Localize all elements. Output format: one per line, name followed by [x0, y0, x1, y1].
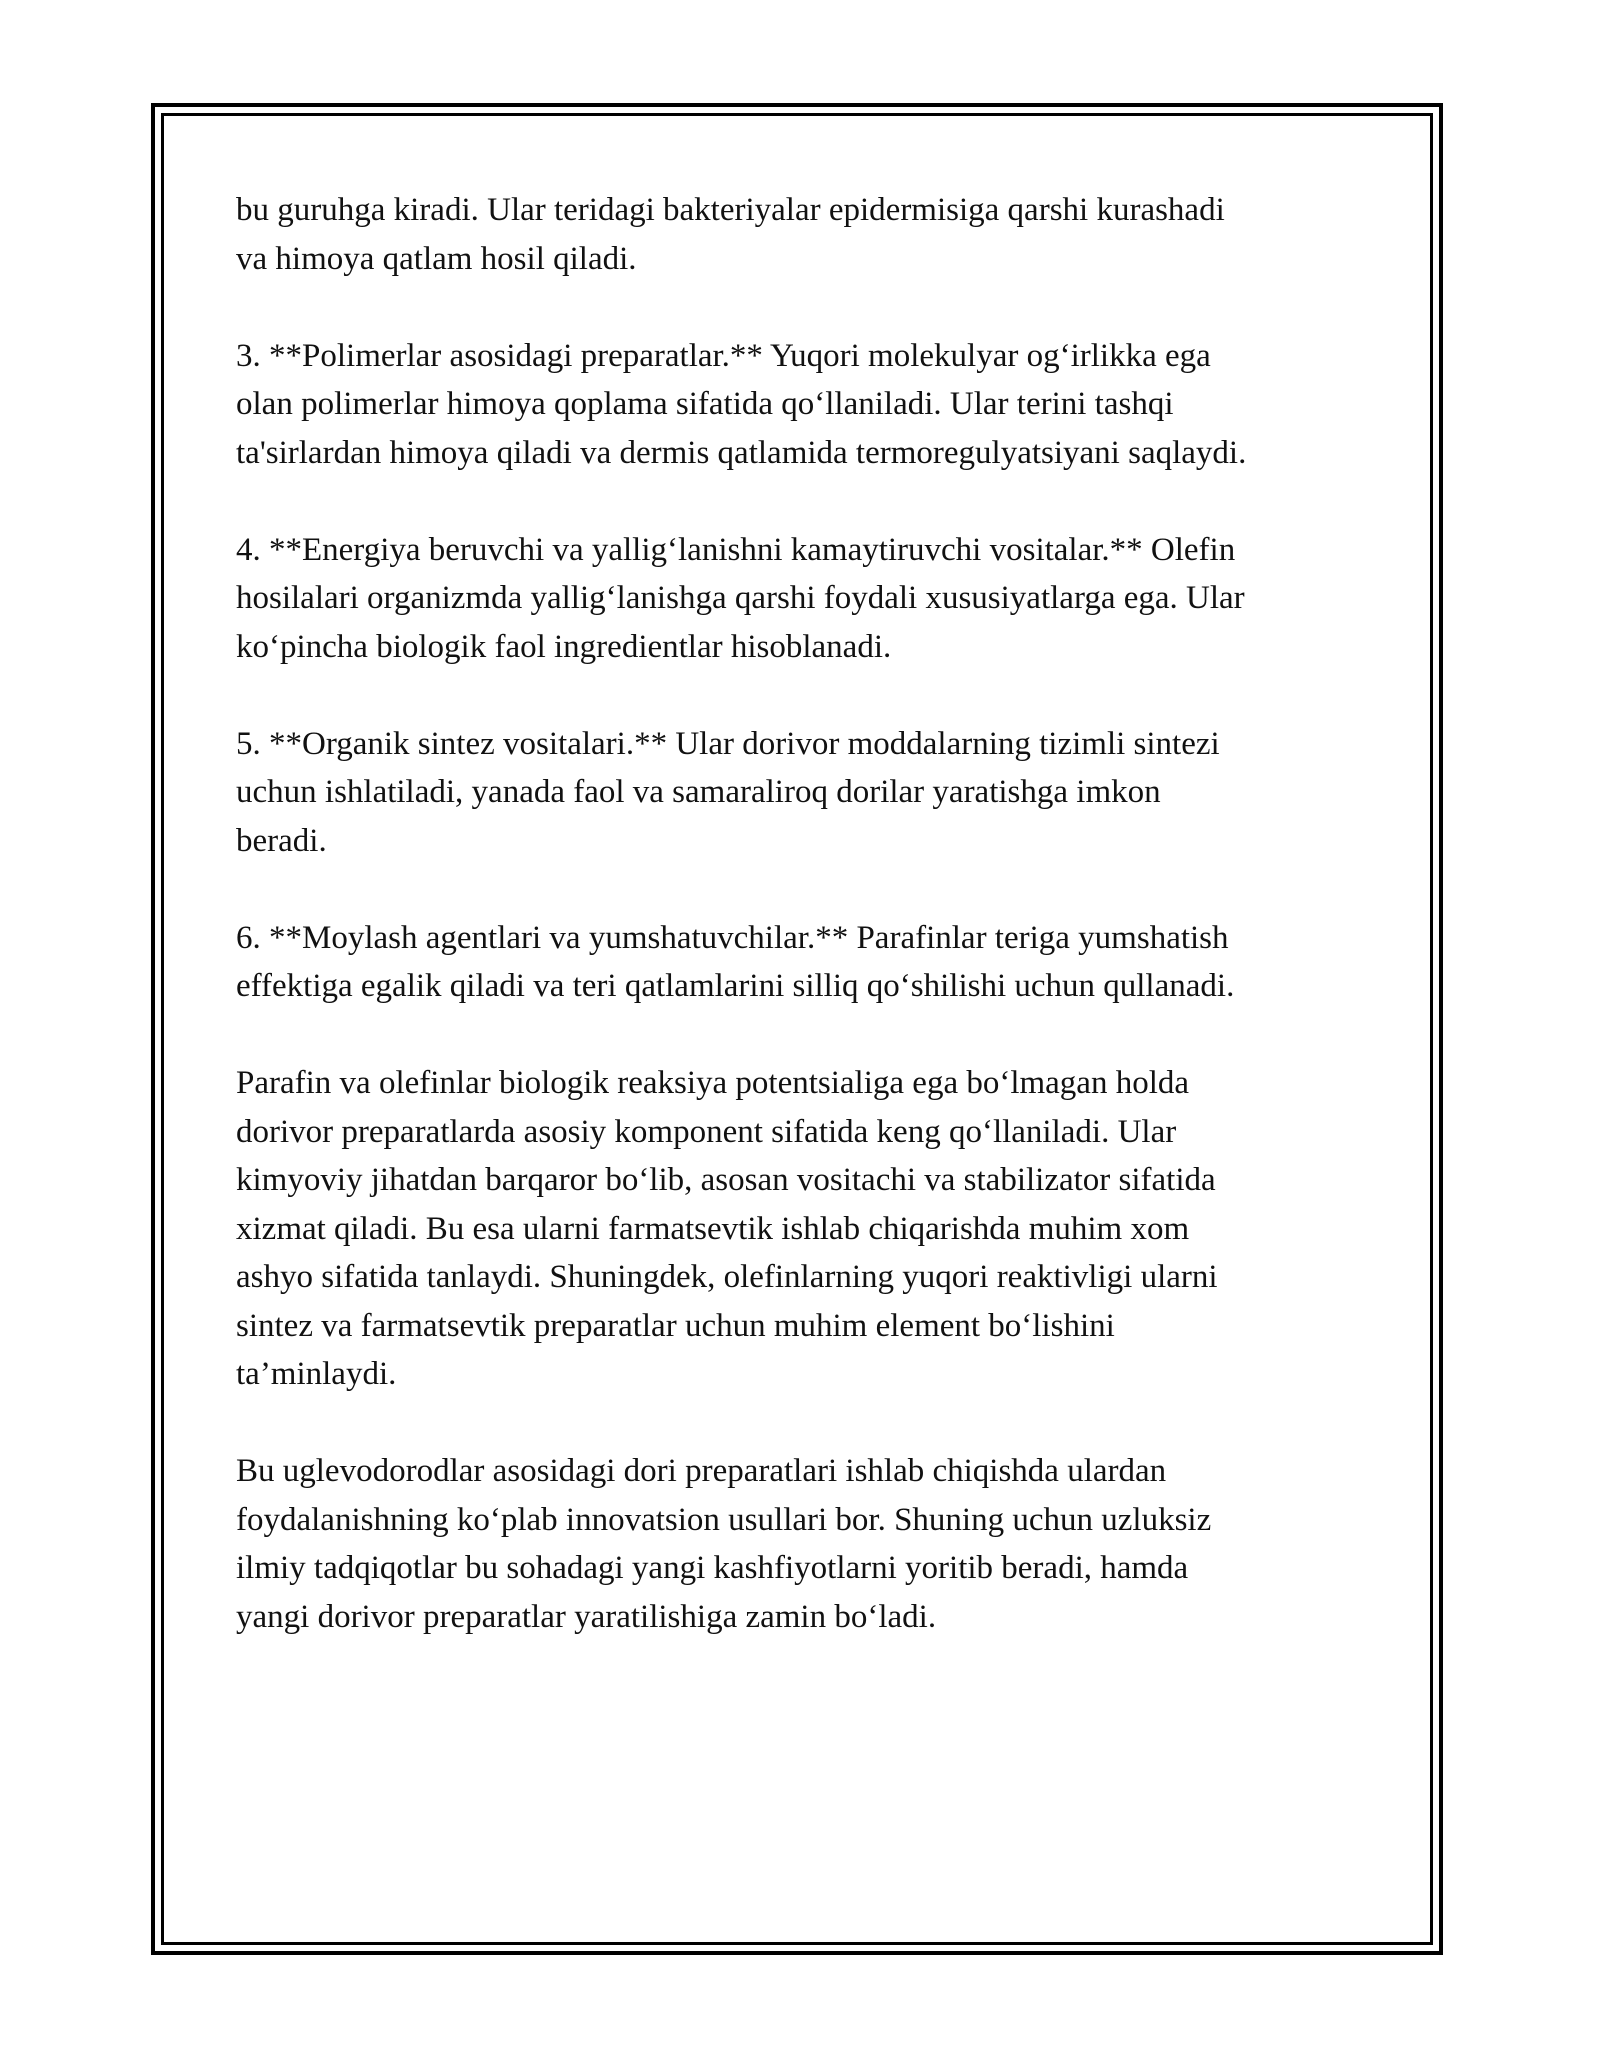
- text-line: beradi.: [236, 822, 327, 859]
- paragraph-continuation: [236, 186, 1366, 283]
- text-line: 6. **Moylash agentlari va yumshatuvchilar.** Parafinlar teriga yumshatish: [236, 919, 1229, 956]
- text-line: effektiga egalik qiladi va teri qatlamlarini silliq qo‘shilishi uchun qullanadi.: [236, 968, 1235, 1004]
- paragraph-conclusion: [236, 1447, 1366, 1641]
- text-line: ta'sirlardan himoya qiladi va dermis qatlamida termoregulyatsiyani saqlaydi.: [236, 434, 1247, 471]
- text-line: ko‘pincha biologik faol ingredientlar hisoblanadi.: [236, 628, 892, 665]
- text-line: 4. **Energiya beruvchi va yallig‘lanishni kamaytiruvchi vositalar.** Olefin: [236, 531, 1236, 568]
- text-line: va himoya qatlam hosil qiladi.: [236, 240, 637, 277]
- text-line: uchun ishlatiladi, yanada faol va samaraliroq dorilar yaratishga imkon: [236, 774, 1161, 810]
- text-line: dorivor preparatlarda asosiy komponent sifatida keng qo‘llaniladi. Ular: [236, 1113, 1177, 1150]
- list-item-3: [236, 332, 1366, 478]
- text-line: sintez va farmatsevtik preparatlar uchun muhim element bo‘lishini: [236, 1307, 1115, 1344]
- text-line: xizmat qiladi. Bu esa ularni farmatsevtik ishlab chiqarishda muhim xom: [236, 1210, 1190, 1247]
- text-line: 3. **Polimerlar asosidagi preparatlar.** Yuqori molekulyar og‘irlikka ega: [236, 337, 1211, 374]
- text-line: ta’minlaydi.: [236, 1356, 397, 1392]
- text-line: hosilalari organizmda yallig‘lanishga qarshi foydali xususiyatlarga ega. Ular: [236, 580, 1245, 616]
- document-body: [236, 186, 1366, 1690]
- paragraph-summary: [236, 1059, 1366, 1399]
- text-line: foydalanishning ko‘plab innovatsion usullari bor. Shuning uchun uzluksiz: [236, 1501, 1212, 1538]
- text-line: Bu uglevodorodlar asosidagi dori preparatlari ishlab chiqishda ulardan: [236, 1453, 1167, 1489]
- text-line: olan polimerlar himoya qoplama sifatida qo‘llaniladi. Ular terini tashqi: [236, 386, 1174, 422]
- list-item-4: [236, 526, 1366, 672]
- text-line: kimyoviy jihatdan barqaror bo‘lib, asosan vositachi va stabilizator sifatida: [236, 1162, 1216, 1198]
- text-line: bu guruhga kiradi. Ular teridagi bakteriyalar epidermisiga qarshi kurashadi: [236, 192, 1225, 228]
- text-line: yangi dorivor preparatlar yaratilishiga zamin bo‘ladi.: [236, 1598, 937, 1635]
- text-line: ilmiy tadqiqotlar bu sohadagi yangi kashfiyotlarni yoritib beradi, hamda: [236, 1550, 1189, 1586]
- text-line: 5. **Organik sintez vositalari.** Ular dorivor moddalarning tizimli sintezi: [236, 725, 1220, 762]
- list-item-6: [236, 914, 1366, 1011]
- list-item-5: [236, 720, 1366, 866]
- text-line: ashyo sifatida tanlaydi. Shuningdek, olefinlarning yuqori reaktivligi ularni: [236, 1259, 1218, 1295]
- text-line: Parafin va olefinlar biologik reaksiya potentsialiga ega bo‘lmagan holda: [236, 1065, 1190, 1101]
